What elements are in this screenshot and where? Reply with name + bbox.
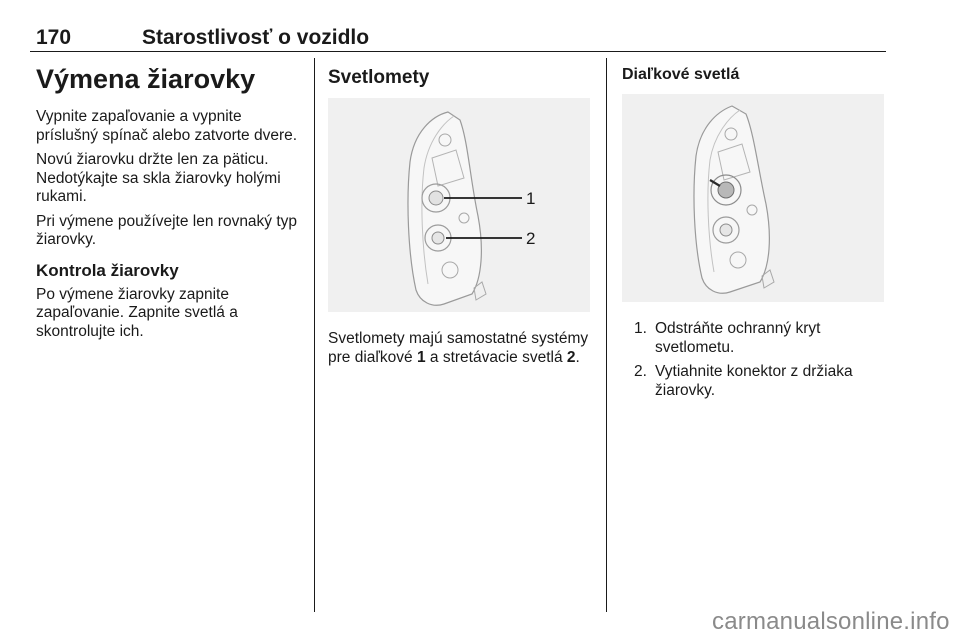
column-2 — [328, 60, 592, 373]
step-number: 1. — [634, 320, 647, 337]
high-beam-figure — [622, 94, 884, 302]
watermark-link[interactable]: carmanualsonline.info — [712, 608, 950, 635]
step-text: Vytiahnite konektor z držiaka žiarovky. — [655, 363, 853, 399]
step-number: 2. — [634, 363, 647, 380]
column-divider-1 — [314, 58, 315, 612]
caption-text: a stretávacie svetlá — [425, 348, 567, 366]
caption-bold: 2 — [566, 348, 576, 366]
paragraph: Po výmene žiarovky zapnite zapaľovanie. Zapnite svetlá a skontrolujte ich. — [36, 285, 238, 340]
step-text: Odstráňte ochranný kryt svetlometu. — [655, 320, 821, 356]
callout-2: 2 — [526, 229, 536, 248]
paragraph: Vypnite zapaľovanie a vypnite príslušný spínač alebo zatvorte dvere. — [36, 108, 298, 144]
page-number: 170 — [36, 26, 72, 49]
list-item — [622, 320, 886, 357]
headlamp-figure — [328, 98, 590, 312]
caption-text: Svetlomety majú samostatné systémy pre diaľkové — [328, 330, 589, 366]
caption-text: . — [575, 348, 580, 366]
caption-bold: 1 — [416, 348, 426, 366]
column-divider-2 — [606, 58, 607, 612]
callout-1: 1 — [526, 189, 536, 208]
figure-caption — [328, 330, 592, 367]
column-3 — [622, 60, 886, 406]
headlamp-illustration — [328, 98, 590, 312]
instruction-list — [622, 320, 886, 400]
high-beam-illustration — [622, 94, 884, 302]
section-title: Svetlomety — [328, 67, 430, 88]
page-header — [30, 26, 886, 52]
section-title: Výmena žiarovky — [36, 64, 256, 94]
list-item — [622, 363, 886, 400]
subheading: Kontrola žiarovky — [36, 260, 179, 280]
section-title: Diaľkové svetlá — [622, 66, 740, 83]
header-rule — [30, 51, 886, 52]
column-1 — [36, 60, 302, 347]
paragraph: Novú žiarovku držte len za päticu. Nedotýkajte sa skla žiarovky holými rukami. — [36, 151, 281, 205]
paragraph: Pri výmene používejte len rovnaký typ žiarovky. — [36, 212, 298, 248]
chapter-title: Starostlivosť o vozidlo — [142, 26, 370, 49]
